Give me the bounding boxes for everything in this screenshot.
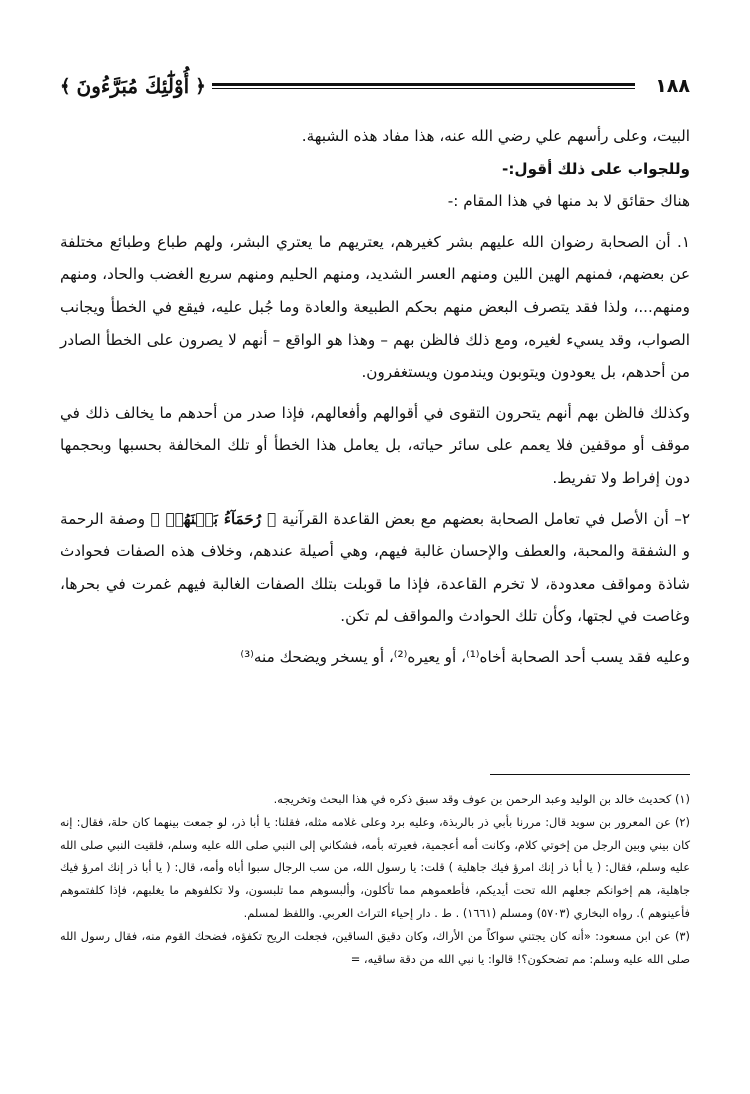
footnote-1: (١) كحديث خالد بن الوليد وعبد الرحمن بن عوف وقد سبق ذكره في هذا البحث وتخريجه. (273, 792, 690, 806)
paragraph-consequence: وعليه فقد يسب أحد الصحابة أخاه⁽¹⁾، أو يعيره⁽²⁾، أو يسخر ويضحك منه⁽³⁾ (240, 647, 690, 666)
footnotes (60, 788, 690, 970)
quran-verse: ﴿ رُحَمَآءُ بَيۡنَهُمۡ ﴾ (150, 509, 277, 528)
ornament-close-icon: ﴾ (60, 75, 71, 97)
running-title (60, 74, 206, 98)
page-header (60, 64, 690, 108)
answer-heading: وللجواب على ذلك أقول:- (502, 159, 690, 178)
paragraph-piety: وكذلك فالظن بهم أنهم يتحرون التقوى في أقوالهم وأفعالهم، فإذا صدر من أحدهم ما يخالف ذلك في موقف أو موقفين فلا يعمم على سائر حياته، بل يعامل هذا الخطأ أو تلك المخالفة بحسبها وبحجمها دون إفراط ولا تفريط. (60, 403, 690, 487)
paragraph-point-2 (60, 503, 690, 633)
footnote-separator (490, 774, 690, 775)
footnote-3: (٣) عن ابن مسعود: «أنه كان يجتني سواكاً من الأراك، وكان دقيق الساقين، فجعلت الريح تكفؤه، فضحك القوم منه، فقال رسول الله صلى الله عليه وسلم: مم تضحكون؟! قالوا: يا نبي الله من دقة ساقيه، = (60, 928, 690, 966)
page-number: ١٨٨ (655, 75, 690, 97)
point-2-rest: وصفة الرحمة و الشفقة والمحبة، والعطف والإحسان غالبة فيهم، وهي أصيلة عندهم، وخلاف هذه الصفات فحوادث شاذة ومواقف معدودة، لا تخرم القاعدة، فإذا ما قوبلت بتلك الصفات الغالبة فيهم غمرت في بحرها، وغاصت في لجتها، وكأن تلك الحوادث والمواقف لم تكن. (60, 509, 690, 626)
facts-intro: هناك حقائق لا بد منها في هذا المقام :- (447, 192, 690, 211)
paragraph-point-1: ١. أن الصحابة رضوان الله عليهم بشر كغيرهم، يعتريهم ما يعتري البشر، ولهم طباع وطبائع مختلفة عن بعضهم، فمنهم الهين اللين ومنهم العسر الشديد، ومنهم الحليم ومنهم سريع الغضب والحاد، ومنهم ومنهم...، ولذا فقد يتصرف البعض منهم بحكم الطبيعة والعادة وما جُبل عليه، فيقع في الخطأ ويجانب الصواب، وقد يسيء لغيره، ومع ذلك فالظن بهم – وهذا هو الواقع – أنهم لا يصرون على الخطأ الصادر من أحدهم، بل يعودون ويتوبون ويندمون ويستغفرون. (60, 232, 690, 382)
point-2-lead: ٢– أن الأصل في تعامل الصحابة بعضهم مع بعض القاعدة القرآنية (281, 509, 691, 528)
ornament-open-icon: ﴿ (195, 75, 206, 97)
book-title: أُوْلَٰٓئِكَ مُبَرَّءُونَ (76, 74, 190, 98)
paragraph-intro: البيت، وعلى رأسهم علي رضي الله عنه، هذا مفاد هذه الشبهة. (301, 127, 690, 145)
header-rule (212, 83, 635, 89)
footnote-2: (٢) عن المعرور بن سويد قال: مررنا بأبي ذر بالربذة، وعليه برد وعلى غلامه مثله، فقلنا: يا أبا ذر، لو جمعت بينهما كان حلة، فقال: إنه كان بيني وبين الرجل من إخوتي كلام، وكانت أمه أعجمية، فعيرته بأمه، فشكاني إلى النبي صلى الله عليه وسلم، فلقيت النبي صلى الله عليه وسلم، فقال: ( يا أبا ذر إنك امرؤ فيك جاهلية ) قلت: يا رسول الله، من سب الرجال سبوا أباه وأمه، قال: ( يا أبا ذر إنك امرؤ فيك جاهلية، هم إخوانكم جعلهم الله تحت أيديكم، فأطعموهم مما تأكلون، وألبسوهم مما تلبسون، ولا تكلفوهم ما يغلبهم، فإذا كلفتموهم فأعينوهم ). رواه البخاري (٥٧٠٣) ومسلم (١٦٦١) . ط . دار إحياء التراث العربي. واللفظ لمسلم. (60, 814, 690, 920)
main-text (60, 120, 690, 674)
